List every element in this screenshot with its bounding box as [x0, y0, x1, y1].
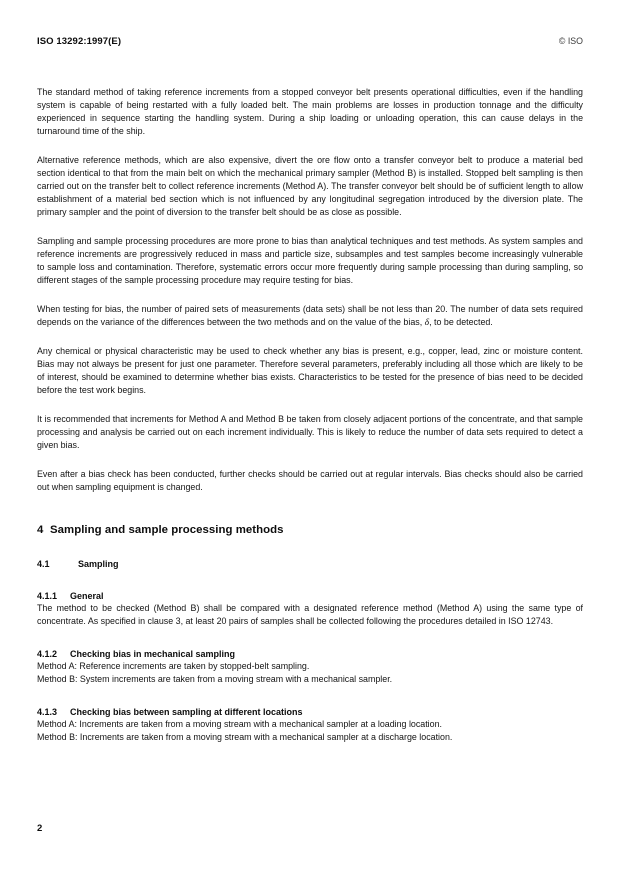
paragraph-413-method-b: Method B: Increments are taken from a moving stream with a mechanical sampler at a discharge location.	[37, 732, 453, 742]
heading-clause-4-1-2	[37, 648, 583, 660]
document-body	[37, 86, 583, 744]
heading-clause-4-1-3-title: Checking bias between sampling at different locations	[70, 707, 303, 717]
delta-symbol: δ	[424, 317, 430, 328]
document-standard-code: ISO 13292:1997(E)	[37, 36, 122, 47]
heading-clause-4-1	[37, 558, 583, 570]
page-number: 2	[37, 823, 43, 834]
paragraph-periodic-bias-checks: Even after a bias check has been conducted, further checks should be carried out at regular intervals. Bias checks should also be carried out when sampling equipment is changed.	[37, 469, 583, 492]
heading-clause-4-title: Sampling and sample processing methods	[50, 524, 284, 536]
paragraph-412-method-b: Method B: System increments are taken from a moving stream with a mechanical sampler.	[37, 674, 393, 684]
paragraph-sampling-bias-proneness: Sampling and sample processing procedures are more prone to bias than analytical techniques and test methods. As system samples and reference increments are progressively reduced in mass and particle size, subsamples and test samples become increasingly vulnerable to sample loss and contamination. Therefore, systematic errors occur more frequently during sample processing than during sampling, so different stages of the sample processing procedure may require testing for bias.	[37, 236, 583, 285]
heading-clause-4-1-1-number: 4.1.1	[37, 591, 58, 601]
heading-clause-4-1-number: 4.1	[37, 559, 50, 569]
paragraph-alternative-reference-methods: Alternative reference methods, which are also expensive, divert the ore flow onto a transfer conveyor belt to produce a material bed section identical to that from the main belt on which the mechanical primary sampler (Method B) is installed. Stopped belt sampling is then carried out on the transfer belt to collect reference increments (Method A). The transfer conveyor belt should be of sufficient length to allow establishment of a material bed section which is not influenced by any longitudinal segregation introduced by the diversion plate. The primary sampler and the point of diversion to the transfer belt should be as close as possible.	[37, 155, 583, 217]
page-header	[37, 36, 583, 52]
heading-clause-4-1-2-title: Checking bias in mechanical sampling	[70, 649, 236, 659]
heading-clause-4-1-title: Sampling	[78, 559, 119, 569]
paragraph-method-comparison-procedure: The method to be checked (Method B) shall be compared with a designated reference method (Method A) using the same type of concentrate. As specified in clause 3, at least 20 pairs of samples shall be collected following the procedures detailed in ISO 12743.	[37, 603, 583, 626]
paragraph-adjacent-increments-recommendation: It is recommended that increments for Method A and Method B be taken from closely adjacent portions of the concentrate, and that sample processing and analysis be carried out on each increment individually. This is likely to reduce the number of data sets required to detect a given bias.	[37, 414, 583, 450]
heading-clause-4-1-3-number: 4.1.3	[37, 707, 58, 717]
heading-clause-4-1-1	[37, 590, 583, 602]
heading-clause-4-1-2-number: 4.1.2	[37, 649, 58, 659]
paragraph-stopped-belt-difficulties: The standard method of taking reference increments from a stopped conveyor belt presents operational difficulties, even if the handling system is capable of being restarted with a fully loaded belt. The main problems are losses in production tonnage and the difficulty experienced in sequence starting the handling system. During a ship loading or unloading operation, this can cause delays in the turnaround time of the ship.	[37, 87, 583, 136]
page-footer	[37, 818, 583, 836]
heading-clause-4	[37, 523, 583, 537]
heading-clause-4-1-3	[37, 706, 583, 718]
paragraph-412-method-a: Method A: Reference increments are taken by stopped-belt sampling.	[37, 661, 310, 671]
paragraph-chemical-physical-characteristics: Any chemical or physical characteristic may be used to check whether any bias is present, e.g., copper, lead, zinc or moisture content. Bias may not always be present for just one parameter. Therefore several parameters, preferably including all those which are likely to be of interest, should be examined to determine whether bias exists. Characteristics to be tested for the presence of bias need to be decided before the test work begins.	[37, 346, 583, 395]
paragraph-paired-data-sets-lead: When testing for bias, the number of paired sets of measurements (data sets) shall be not less than 20. The number of data sets required depends on the variance of the differences between the two methods and on the value of the bias,	[37, 304, 583, 327]
paragraph-paired-data-sets-tail: , to be detected.	[429, 317, 493, 327]
paragraph-413-method-a: Method A: Increments are taken from a moving stream with a mechanical sampler at a loading location.	[37, 719, 442, 729]
copyright-notice: © ISO	[558, 36, 583, 46]
heading-clause-4-number: 4	[37, 524, 44, 536]
paragraph-paired-data-sets	[37, 303, 583, 329]
heading-clause-4-1-1-title: General	[70, 591, 104, 601]
